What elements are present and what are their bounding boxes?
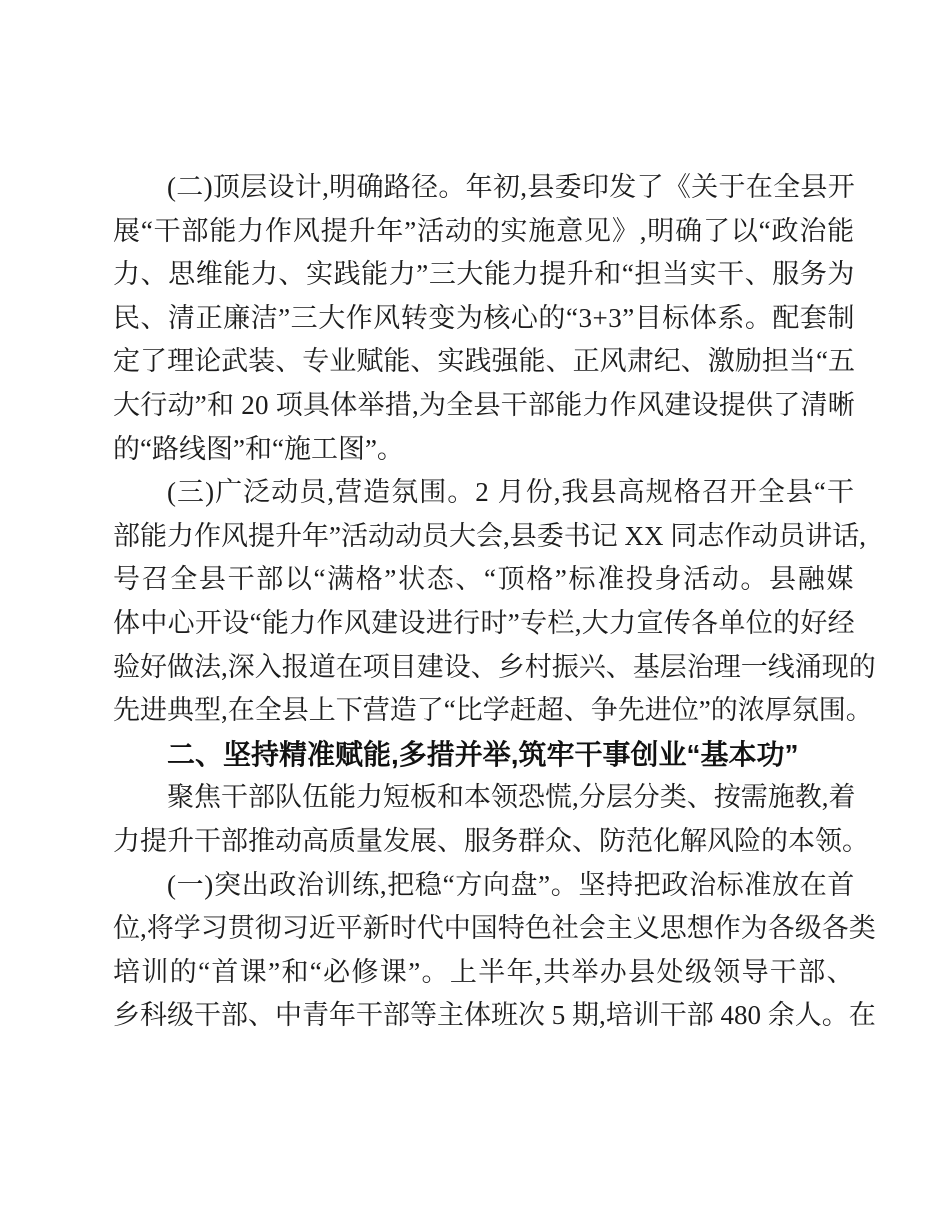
line-text: 体中心开设“能力作风建设进行时”专栏,大力宣传各单位的好经 bbox=[113, 607, 855, 638]
section-heading bbox=[113, 733, 855, 777]
text-line bbox=[113, 384, 855, 428]
line-text: 部能力作风提升年”活动动员大会,县委书记 XX 同志作动员讲话, bbox=[113, 520, 866, 551]
line-text: (一)突出政治训练,把稳“方向盘”。坚持把政治标准放在首 bbox=[167, 869, 855, 900]
document-body bbox=[113, 166, 876, 1038]
line-text: 民、清正廉洁”三大作风转变为核心的“3+3”目标体系。配套制 bbox=[113, 302, 855, 333]
line-text: 聚焦干部队伍能力短板和本领恐慌,分层分类、按需施教,着 bbox=[167, 782, 856, 813]
line-text: 乡科级干部、中青年干部等主体班次 5 期,培训干部 480 余人。在 bbox=[113, 1000, 876, 1031]
line-text: (二)顶层设计,明确路径。年初,县委印发了《关于在全县开 bbox=[167, 172, 855, 202]
line-text: 定了理论武装、专业赋能、实践强能、正风肃纪、激励担当“五 bbox=[113, 346, 855, 377]
text-line bbox=[113, 602, 855, 646]
line-text: 力、思维能力、实践能力”三大能力提升和“担当实干、服务为 bbox=[113, 259, 855, 290]
text-line bbox=[113, 776, 855, 820]
text-line bbox=[113, 340, 855, 384]
text-line bbox=[113, 646, 876, 690]
text-line bbox=[113, 297, 855, 341]
text-line bbox=[113, 210, 855, 254]
text-line bbox=[113, 558, 855, 602]
line-text: 号召全县干部以“满格”状态、“顶格”标准投身活动。县融媒 bbox=[113, 564, 855, 595]
text-line bbox=[113, 689, 873, 733]
line-text: 位,将学习贯彻习近平新时代中国特色社会主义思想作为各级各类 bbox=[113, 913, 876, 944]
line-text: 培训的“首课”和“必修课”。上半年,共举办县处级领导干部、 bbox=[113, 956, 855, 987]
line-text: 的“路线图”和“施工图”。 bbox=[113, 433, 404, 464]
line-text: 验好做法,深入报道在项目建设、乡村振兴、基层治理一线涌现的 bbox=[113, 651, 876, 682]
text-line bbox=[113, 166, 855, 210]
text-line bbox=[113, 515, 866, 559]
line-text: (三)广泛动员,营造氛围。2 月份,我县高规格召开全县“干 bbox=[167, 477, 855, 508]
text-line bbox=[113, 951, 855, 995]
text-line bbox=[113, 864, 855, 908]
text-line bbox=[113, 253, 855, 297]
line-text: 展“干部能力作风提升年”活动的实施意见》,明确了以“政治能 bbox=[113, 215, 855, 246]
text-line bbox=[113, 428, 855, 472]
text-line bbox=[113, 820, 869, 864]
text-line bbox=[113, 994, 876, 1038]
line-text: 力提升干部推动高质量发展、服务群众、防范化解风险的本领。 bbox=[113, 825, 869, 856]
line-text: 大行动”和 20 项具体举措,为全县干部能力作风建设提供了清晰 bbox=[113, 389, 855, 420]
text-line bbox=[113, 907, 876, 951]
line-text: 先进典型,在全县上下营造了“比学赶超、争先进位”的浓厚氛围。 bbox=[113, 695, 873, 726]
text-line bbox=[113, 471, 855, 515]
line-text: 二、坚持精准赋能,多措并举,筑牢干事创业“基本功” bbox=[167, 738, 799, 770]
